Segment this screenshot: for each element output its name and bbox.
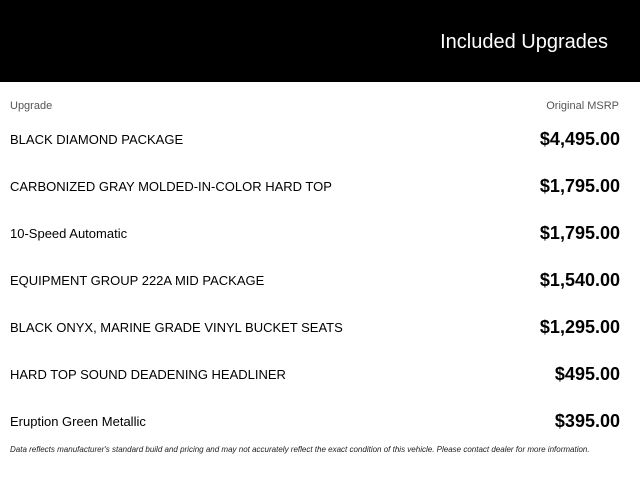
upgrade-name: EQUIPMENT GROUP 222A MID PACKAGE — [10, 273, 265, 288]
upgrade-row — [0, 119, 640, 166]
upgrade-price: $495.00 — [554, 364, 620, 384]
upgrade-row — [0, 213, 640, 260]
column-header-upgrade: Upgrade — [10, 100, 53, 112]
upgrade-name: HARD TOP SOUND DEADENING HEADLINER — [10, 367, 286, 382]
upgrade-name: BLACK ONYX, MARINE GRADE VINYL BUCKET SEATS — [10, 320, 343, 335]
upgrade-price: $395.00 — [554, 411, 620, 431]
upgrade-name: BLACK DIAMOND PACKAGE — [10, 132, 184, 147]
upgrades-list — [0, 119, 640, 448]
upgrade-row — [0, 166, 640, 213]
page-title: Included Upgrades — [440, 31, 608, 53]
upgrade-row — [0, 260, 640, 307]
upgrade-price: $1,795.00 — [539, 176, 620, 196]
disclaimer-text: Data reflects manufacturer's standard build and pricing and may not accurately reflect the exact condition of this vehicle. Please contact dealer for more information. — [10, 445, 590, 454]
upgrade-name: 10-Speed Automatic — [10, 226, 128, 241]
header-bar — [0, 0, 640, 82]
upgrade-name: Eruption Green Metallic — [10, 414, 146, 429]
upgrade-row — [0, 401, 640, 448]
column-header-msrp: Original MSRP — [546, 100, 619, 112]
upgrade-row — [0, 354, 640, 401]
upgrade-price: $1,540.00 — [539, 270, 620, 290]
upgrade-price: $4,495.00 — [539, 129, 620, 149]
upgrade-price: $1,795.00 — [539, 223, 620, 243]
upgrade-price: $1,295.00 — [539, 317, 620, 337]
upgrade-row — [0, 307, 640, 354]
upgrade-name: CARBONIZED GRAY MOLDED-IN-COLOR HARD TOP — [10, 179, 332, 194]
